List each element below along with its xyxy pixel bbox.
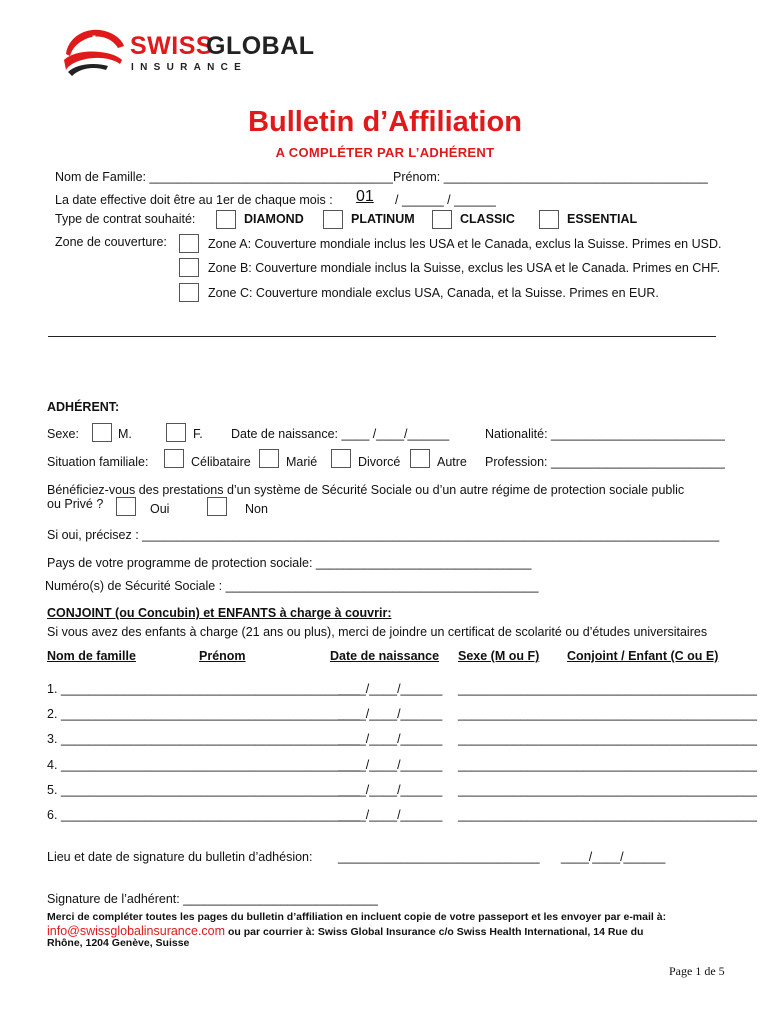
dependent-details-field[interactable]: ___________________________________________ bbox=[458, 707, 757, 722]
conjoint-heading: CONJOINT (ou Concubin) et ENFANTS à charge à couvrir: bbox=[47, 606, 392, 620]
dependent-name-field[interactable]: ___________________________________________ bbox=[61, 808, 360, 822]
securite-non-checkbox[interactable] bbox=[207, 497, 227, 516]
zone-label: Zone de couverture: bbox=[55, 235, 167, 249]
contrat-diamond-checkbox[interactable] bbox=[216, 210, 236, 229]
company-logo bbox=[60, 24, 315, 80]
logo-global-text: GLOBAL bbox=[206, 32, 315, 60]
situation-label: Situation familiale: bbox=[47, 455, 149, 469]
sexe-m-label: M. bbox=[118, 427, 132, 441]
zone-a-label: Zone A: Couverture mondiale inclus les USA et le Canada, exclus la Suisse. Primes en USD. bbox=[208, 237, 722, 251]
dependent-details-field[interactable]: ___________________________________________ bbox=[458, 757, 757, 772]
dependent-name-field[interactable]: ___________________________________________ bbox=[61, 707, 360, 722]
sexe-f-checkbox[interactable] bbox=[166, 423, 186, 442]
dependent-name-field[interactable]: ___________________________________________ bbox=[61, 782, 360, 797]
dependent-details-field[interactable]: ___________________________________________ bbox=[458, 732, 757, 747]
dependent-birthdate-field[interactable]: ____/____/______ bbox=[338, 757, 443, 772]
logo-emblem-icon bbox=[60, 24, 126, 80]
section-divider bbox=[48, 336, 716, 337]
signature-field[interactable]: Signature de l’adhérent: ____________________________ bbox=[47, 892, 378, 906]
dependent-birthdate-field[interactable]: ____/____/______ bbox=[338, 808, 443, 822]
situation-autre-checkbox[interactable] bbox=[410, 449, 430, 468]
conjoint-note: Si vous avez des enfants à charge (21 ans ou plus), merci de joindre un certificat de scolarité ou d’études universitaires bbox=[47, 625, 708, 639]
lieu-date-label: Lieu et date de signature du bulletin d’adhésion: bbox=[47, 850, 313, 864]
date-naissance-field[interactable]: Date de naissance: ____ /____/______ bbox=[231, 427, 450, 441]
dependent-birthdate-field[interactable]: ____/____/______ bbox=[338, 732, 443, 747]
dependent-birthdate-field[interactable]: ____/____/______ bbox=[338, 782, 443, 797]
zone-b-label: Zone B: Couverture mondiale inclus la Suisse, exclus les USA et le Canada. Primes en CHF. bbox=[208, 261, 721, 275]
contrat-classic-label: CLASSIC bbox=[460, 212, 515, 226]
sexe-f-label: F. bbox=[193, 427, 203, 441]
column-header-sexe: Sexe (M ou F) bbox=[458, 649, 540, 663]
dependent-birthdate-field[interactable]: ____/____/______ bbox=[338, 682, 443, 696]
footer-courrier-line1: ou par courrier à: Swiss Global Insurance c/o Swiss Health International, 14 Rue du bbox=[227, 926, 644, 938]
adherent-heading: ADHÉRENT: bbox=[47, 400, 120, 414]
column-header-nom: Nom de famille bbox=[47, 649, 136, 663]
page-title: Bulletin d’Affiliation bbox=[248, 106, 522, 138]
situation-marie-label: Marié bbox=[286, 455, 318, 469]
date-effective-rest[interactable]: / ______ / ______ bbox=[395, 193, 496, 207]
footer-instructions: Merci de compléter toutes les pages du bulletin d’affiliation en incluent copie de votre passeport et les envoyer par e-mail à: bbox=[47, 911, 667, 923]
situation-divorce-label: Divorcé bbox=[358, 455, 401, 469]
numero-securite-field[interactable]: Numéro(s) de Sécurité Sociale : _____________________________________________ bbox=[45, 579, 539, 593]
zone-a-checkbox[interactable] bbox=[179, 234, 199, 253]
dependent-details-field[interactable]: ___________________________________________ bbox=[458, 682, 757, 696]
dependent-row-number: 1. bbox=[47, 682, 58, 696]
sexe-label: Sexe: bbox=[47, 427, 79, 441]
securite-oui-checkbox[interactable] bbox=[116, 497, 136, 516]
logo-insurance-text: INSURANCE bbox=[131, 62, 248, 73]
dependent-row-number: 4. bbox=[47, 757, 58, 772]
si-oui-field[interactable]: Si oui, précisez : ___________________________________________________________________________________ bbox=[47, 528, 720, 542]
contrat-diamond-label: DIAMOND bbox=[244, 212, 304, 226]
page-subtitle: A COMPLÉTER PAR L’ADHÉRENT bbox=[275, 145, 495, 160]
dependent-row-number: 5. bbox=[47, 782, 58, 797]
column-header-naissance: Date de naissance bbox=[330, 649, 440, 663]
prenom-field[interactable]: Prénom: ______________________________________ bbox=[393, 170, 708, 184]
dependent-name-field[interactable]: ___________________________________________ bbox=[61, 682, 360, 696]
situation-autre-label: Autre bbox=[437, 455, 467, 469]
contrat-essential-checkbox[interactable] bbox=[539, 210, 559, 229]
date-effective-label: La date effective doit être au 1er de chaque mois : bbox=[55, 193, 333, 207]
zone-b-checkbox[interactable] bbox=[179, 258, 199, 277]
contrat-essential-label: ESSENTIAL bbox=[567, 212, 638, 226]
dependent-birthdate-field[interactable]: ____/____/______ bbox=[338, 707, 443, 722]
sexe-m-checkbox[interactable] bbox=[92, 423, 112, 442]
securite-oui-label: Oui bbox=[150, 502, 170, 516]
column-header-type: Conjoint / Enfant (C ou E) bbox=[567, 649, 719, 663]
nom-famille-field[interactable]: Nom de Famille: ___________________________________ bbox=[55, 170, 393, 184]
dependent-row-number: 2. bbox=[47, 707, 58, 722]
footer-email-link[interactable]: info@swissglobalinsurance.com bbox=[47, 924, 226, 938]
securite-question-line2: ou Privé ? bbox=[47, 497, 104, 511]
profession-field[interactable]: Profession: _________________________ bbox=[485, 455, 725, 469]
pays-field[interactable]: Pays de votre programme de protection sociale: _______________________________ bbox=[47, 556, 532, 570]
nationalite-field[interactable]: Nationalité: _________________________ bbox=[485, 427, 725, 441]
dependent-details-field[interactable]: ___________________________________________ bbox=[458, 808, 757, 822]
date-effective-day[interactable]: 01 bbox=[356, 188, 374, 205]
dependent-row-number: 3. bbox=[47, 732, 58, 747]
situation-celibataire-label: Célibataire bbox=[191, 455, 251, 469]
lieu-date-field[interactable]: _____________________________ bbox=[338, 850, 540, 864]
situation-divorce-checkbox[interactable] bbox=[331, 449, 351, 468]
dependent-name-field[interactable]: ___________________________________________ bbox=[61, 732, 360, 747]
page-number: Page 1 de 5 bbox=[669, 964, 725, 978]
dependent-row-number: 6. bbox=[47, 808, 58, 822]
logo-swiss-text: SWISS bbox=[130, 32, 214, 60]
footer-courrier-line2: Rhône, 1204 Genève, Suisse bbox=[47, 937, 190, 949]
dependent-name-field[interactable]: ___________________________________________ bbox=[61, 757, 360, 772]
contrat-label: Type de contrat souhaité: bbox=[55, 212, 196, 226]
securite-question-line1: Bénéficiez-vous des prestations d’un système de Sécurité Sociale ou d’un autre régime de protection sociale public bbox=[47, 483, 685, 497]
signature-date-field[interactable]: ____/____/______ bbox=[561, 850, 666, 864]
contrat-classic-checkbox[interactable] bbox=[432, 210, 452, 229]
situation-celibataire-checkbox[interactable] bbox=[164, 449, 184, 468]
footer-email-line bbox=[47, 924, 643, 938]
zone-c-label: Zone C: Couverture mondiale exclus USA, Canada, et la Suisse. Primes en EUR. bbox=[208, 286, 659, 300]
situation-marie-checkbox[interactable] bbox=[259, 449, 279, 468]
contrat-platinum-label: PLATINUM bbox=[351, 212, 415, 226]
securite-non-label: Non bbox=[245, 502, 268, 516]
contrat-platinum-checkbox[interactable] bbox=[323, 210, 343, 229]
dependent-details-field[interactable]: ___________________________________________ bbox=[458, 782, 757, 797]
column-header-prenom: Prénom bbox=[199, 649, 246, 663]
zone-c-checkbox[interactable] bbox=[179, 283, 199, 302]
